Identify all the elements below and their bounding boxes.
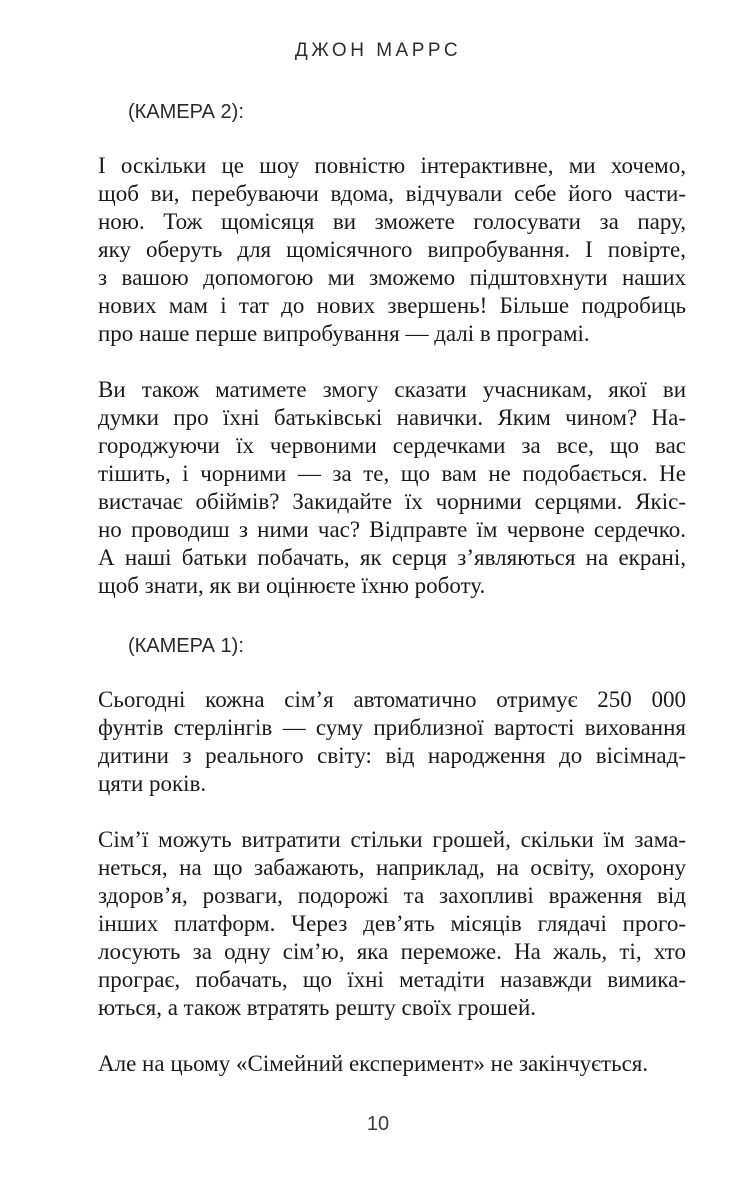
stage-direction: (КАМЕРА 1): — [128, 635, 244, 657]
text-line: інших платформ. Через дев’ять місяців глядачі прого- — [98, 911, 686, 936]
text-line: про наше перше випробування — далі в програмі. — [98, 321, 590, 346]
text-line: ються, а також втратять решту своїх грошей. — [98, 995, 537, 1020]
text-line: з вашою допомогою ми зможемо підштовхнути наших — [98, 265, 686, 290]
body-paragraph — [98, 152, 686, 348]
text-line: Сім’ї можуть витратити стільки грошей, скільки їм зама- — [98, 827, 686, 852]
page-number: 10 — [366, 1113, 390, 1135]
text-line: дитини з реального світу: від народження до вісімнад- — [98, 743, 686, 768]
text-line: фунтів стерлінгів — суму приблизної вартості виховання — [98, 715, 686, 740]
text-line: но проводиш з ними час? Відправте їм червоне сердечко. — [98, 517, 686, 542]
text-line: неться, на що забажають, наприклад, на освіту, охорону — [98, 855, 686, 880]
text-line: тішить, і чорними — за те, що вам не подобається. Не — [98, 461, 686, 486]
text-line: Сьогодні кожна сім’я автоматично отримує 250 000 — [98, 687, 686, 712]
text-line: яку оберуть для щомісячного випробування. І повірте, — [98, 237, 686, 262]
running-header: ДЖОН МАРРС — [294, 40, 462, 61]
text-line: нових мам і тат до нових звершень! Більше подробиць — [98, 293, 686, 318]
text-line: городжуючи їх червоними сердечками за все, що вас — [98, 433, 686, 458]
text-line: І оскільки це шоу повністю інтерактивне, ми хочемо, — [98, 153, 686, 178]
text-line: лосують за одну сім’ю, яка переможе. На жаль, ті, хто — [98, 939, 686, 964]
stage-direction: (КАМЕРА 2): — [128, 101, 244, 123]
text-line: ною. Тож щомісяця ви зможете голосувати за пару, — [98, 209, 686, 234]
text-column — [0, 98, 756, 1078]
text-line: здоров’я, розваги, подорожі та захопливі враження від — [98, 883, 686, 908]
text-line: щоб знати, як ви оцінюєте їхню роботу. — [98, 573, 486, 598]
text-line: цяти років. — [98, 771, 207, 796]
text-line: щоб ви, перебуваючи вдома, відчували себе його части- — [98, 181, 686, 206]
text-line: програє, побачать, що їхні метадіти назавжди вимика- — [98, 967, 686, 992]
text-line: Але на цьому «Сімейний експеримент» не закінчується. — [98, 1051, 649, 1076]
body-paragraph — [98, 1050, 686, 1078]
body-paragraph — [98, 686, 686, 798]
text-line: Ви також матимете змогу сказати учасникам, якої ви — [98, 377, 686, 402]
body-paragraph — [98, 376, 686, 600]
text-line: А наші батьки побачать, як серця з’являються на екрані, — [98, 545, 686, 570]
text-line: думки про їхні батьківські навички. Яким чином? На- — [98, 405, 686, 430]
text-line: вистачає обіймів? Закидайте їх чорними серцями. Якіс- — [98, 489, 686, 514]
body-paragraph — [98, 826, 686, 1022]
